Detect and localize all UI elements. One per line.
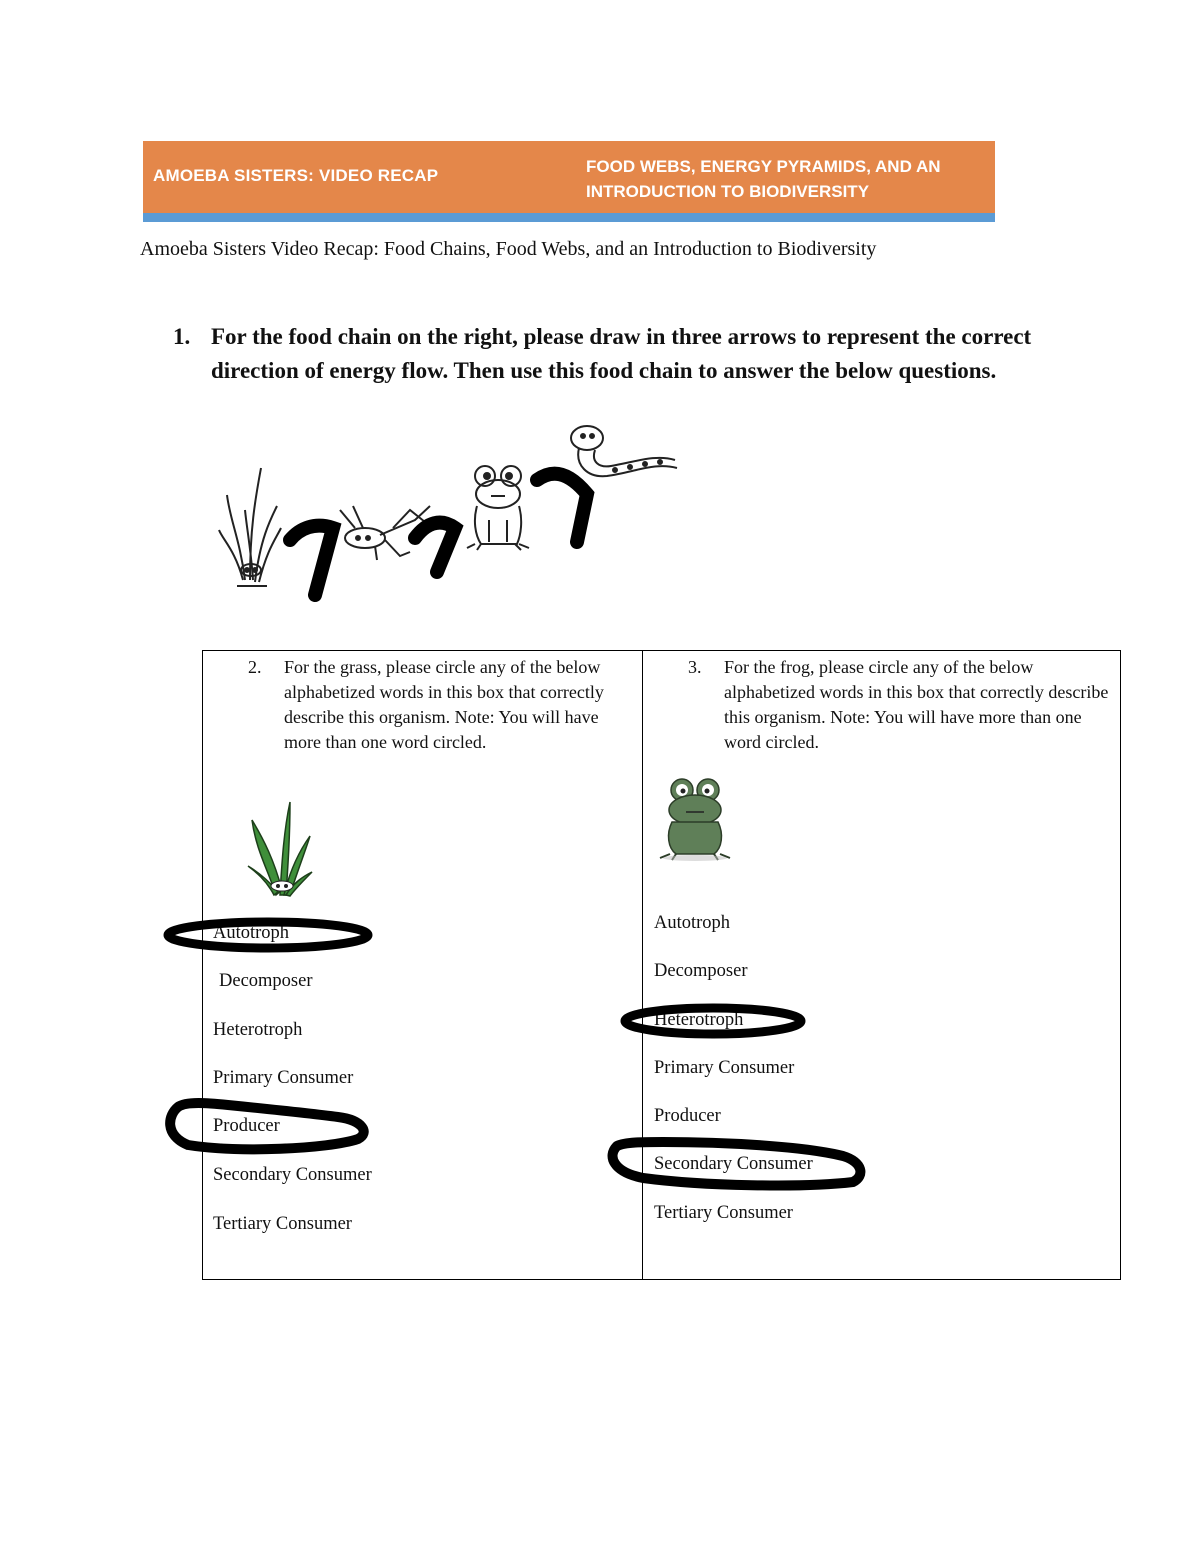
- question-2-text: For the grass, please circle any of the below alphabetized words in this box that correctly describe this organism. Note: You will have more than one word circled.: [284, 657, 604, 752]
- grass-icon: [246, 800, 316, 900]
- grass-word-heterotroph[interactable]: Heterotroph: [213, 1020, 303, 1040]
- frog-word-autotroph[interactable]: Autotroph: [654, 913, 731, 933]
- grass-word-decomposer[interactable]: Decomposer: [219, 971, 313, 991]
- question-2-number: 2.: [248, 657, 262, 677]
- energy-arrow-2: [415, 523, 455, 572]
- grass-word-producer[interactable]: Producer: [213, 1116, 280, 1136]
- grass-word-autotroph[interactable]: Autotroph: [213, 923, 290, 943]
- frog-word-secondary-consumer[interactable]: Secondary Consumer: [654, 1154, 813, 1174]
- question-3-number: 3.: [688, 657, 702, 677]
- grass-word-tertiary-consumer[interactable]: Tertiary Consumer: [213, 1214, 352, 1234]
- banner-right-label: FOOD WEBS, ENERGY PYRAMIDS, AND AN INTRODUCTION TO BIODIVERSITY: [586, 157, 941, 201]
- frog-icon: [467, 466, 529, 550]
- header-banner-strip: [143, 213, 995, 222]
- page-title: Amoeba Sisters Video Recap: Food Chains, Food Webs, and an Introduction to Biodiversity: [140, 238, 877, 260]
- frog-word-producer[interactable]: Producer: [654, 1106, 721, 1126]
- frog-word-tertiary-consumer[interactable]: Tertiary Consumer: [654, 1203, 793, 1223]
- grass-word-secondary-consumer[interactable]: Secondary Consumer: [213, 1165, 372, 1185]
- energy-arrow-3: [537, 474, 587, 542]
- banner-left-label: AMOEBA SISTERS: VIDEO RECAP: [153, 166, 439, 185]
- frog-word-heterotroph[interactable]: Heterotroph: [654, 1010, 744, 1030]
- frog-icon: [656, 772, 736, 864]
- answer-circle-heterotroph: [618, 998, 808, 1044]
- food-chain-illustration: [215, 410, 695, 610]
- frog-word-primary-consumer[interactable]: Primary Consumer: [654, 1058, 795, 1078]
- question-3-text: For the frog, please circle any of the below alphabetized words in this box that correctly describe this organism. Note: You will have more than one word circled.: [724, 657, 1109, 752]
- snake-icon: [571, 426, 677, 476]
- grass-icon: [219, 468, 281, 586]
- frog-word-decomposer[interactable]: Decomposer: [654, 961, 748, 981]
- answer-circle-secondary-consumer: [603, 1136, 868, 1196]
- grass-word-primary-consumer[interactable]: Primary Consumer: [213, 1068, 354, 1088]
- answer-circle-autotroph: [158, 910, 378, 960]
- question-1-text: For the food chain on the right, please draw in three arrows to represent the correct direction of energy flow. Then use this food chain to answer the below questions.: [211, 324, 1032, 383]
- question-1-number: 1.: [173, 324, 191, 349]
- answer-circle-producer: [158, 1095, 373, 1160]
- energy-arrow-1: [290, 526, 333, 595]
